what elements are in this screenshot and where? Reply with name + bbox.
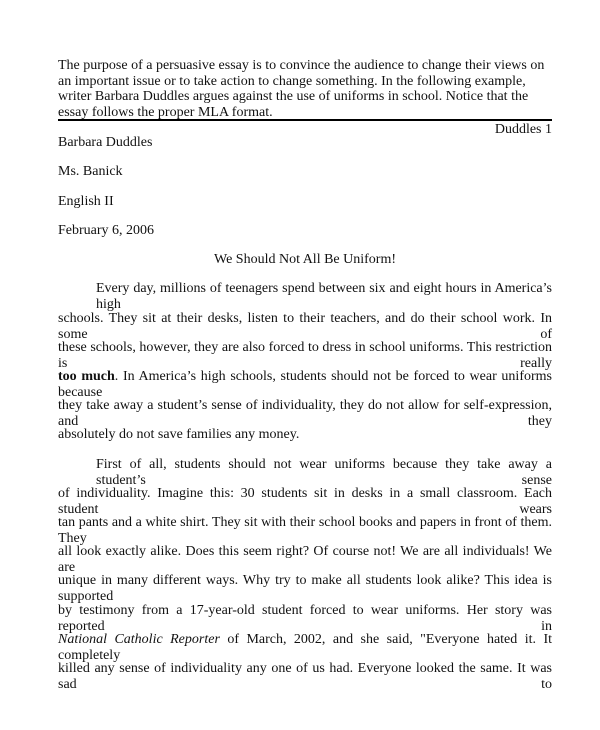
paragraph-line: absolutely do not save families any money.	[58, 427, 300, 442]
page-header: Duddles 1	[494, 122, 552, 137]
teacher-name: Ms. Banick	[58, 164, 123, 179]
paragraph-line: they take away a student’s sense of individuality, they do not allow for self-expression, and they	[58, 398, 552, 429]
essay-title: We Should Not All Be Uniform!	[213, 252, 397, 267]
publication-title: National Catholic Reporter	[58, 632, 220, 647]
course-name: English II	[58, 194, 114, 209]
paragraph-line-rest: of March, 2002, and she said, "Everyone hated it. It completely	[58, 632, 552, 663]
paragraph-line	[58, 369, 552, 401]
paragraph-line: of individuality. Imagine this: 30 students sit in desks in a small classroom. Each student wears	[58, 486, 552, 517]
paragraph-line: killed any sense of individuality any one of us had. Everyone looked the same. It was sad to	[58, 661, 552, 692]
intro-paragraph: The purpose of a persuasive essay is to convince the audience to change their views on an important issue or to take action to change something. In the following example, writer Barbara Duddles argues against the use of uniforms in school. Notice that the essay follows the proper MLA format.	[58, 58, 545, 120]
author-name: Barbara Duddles	[58, 135, 153, 150]
paragraph-line: all look exactly alike. Does this seem right? Of course not! We are all individuals! We are	[58, 544, 552, 575]
paragraph-line: schools. They sit at their desks, listen to their teachers, and do their school work. In some of	[58, 311, 552, 342]
paragraph-line: tan pants and a white shirt. They sit with their school books and papers in front of them. They	[58, 515, 552, 546]
essay-date: February 6, 2006	[58, 223, 155, 238]
paragraph-line-rest: . In America’s high schools, students should not be forced to wear uniforms because	[58, 369, 552, 400]
paragraph-line: these schools, however, they are also forced to dress in school uniforms. This restriction is really	[58, 340, 552, 371]
divider-line	[58, 119, 552, 121]
paragraph-line: First of all, students should not wear uniforms because they take away a student’s sense	[96, 457, 552, 488]
paragraph-line: by testimony from a 17-year-old student forced to wear uniforms. Her story was reported in	[58, 603, 552, 634]
paragraph-line	[58, 632, 552, 664]
paragraph-line: unique in many different ways. Why try to make all students look alike? This idea is supported	[58, 573, 552, 604]
emphasis-text: too much	[58, 369, 115, 384]
paragraph-line: Every day, millions of teenagers spend between six and eight hours in America’s high	[96, 281, 552, 312]
